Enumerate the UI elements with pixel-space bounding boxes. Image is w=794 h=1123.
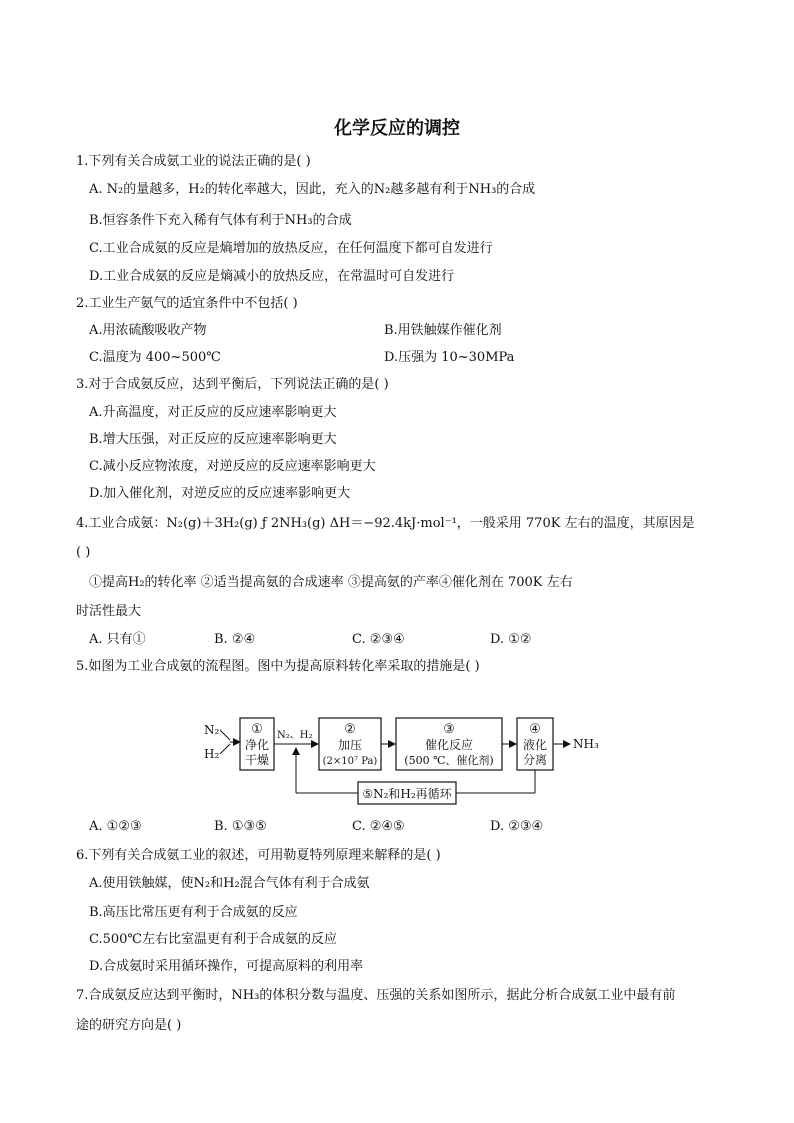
question-3-option-a: A.升高温度，对正反应的反应速率影响更大	[89, 405, 337, 420]
question-4-option-b: B. ②④	[214, 632, 256, 647]
flow-merge-line-h2	[220, 744, 230, 754]
question-4-stem: 4.工业合成氨：N₂(g)＋3H₂(g) ƒ 2NH₃(g) ΔH＝−92.4kJ·mol⁻¹，一般采用 770K 左右的温度，其原因是	[76, 516, 695, 531]
question-5-option-b: B. ①③⑤	[214, 819, 267, 834]
question-6-option-b: B.高压比常压更有利于合成氨的反应	[89, 905, 298, 920]
question-4-reasons: ①提高H₂的转化率 ②适当提高氨的合成速率 ③提高氨的产率④催化剂在 700K 左右	[89, 575, 573, 590]
question-1-stem: 1.下列有关合成氨工业的说法正确的是( )	[76, 154, 311, 169]
flow-box-4-line2: 分离	[522, 753, 548, 767]
question-2-option-b: B.用铁触媒作催化剂	[384, 323, 502, 338]
flow-box-4-line1: 液化	[522, 738, 548, 752]
question-5-stem: 5.如图为工业合成氨的流程图。图中为提高原料转化率采取的措施是( )	[76, 659, 480, 674]
flow-input-n2: N₂	[204, 723, 220, 737]
flow-box-3-line1: 催化反应	[424, 738, 474, 752]
question-3-option-d: D.加入催化剂，对逆反应的反应速率影响更大	[89, 486, 351, 501]
flow-box-4-number: ④	[529, 722, 541, 737]
question-1-option-d: D.工业合成氨的反应是熵减小的放热反应，在常温时可自发进行	[89, 269, 455, 284]
question-3-stem: 3.对于合成氨反应，达到平衡后，下列说法正确的是( )	[76, 377, 389, 392]
question-7-stem: 7.合成氨反应达到平衡时，NH₃的体积分数与温度、压强的关系如图所示，据此分析合成氨工业中最有前	[76, 988, 676, 1003]
question-2-stem: 2.工业生产氨气的适宜条件中不包括( )	[76, 296, 298, 311]
flow-merge-line-n2	[220, 730, 230, 740]
question-5-option-a: A. ①②③	[89, 819, 142, 834]
question-5-option-d: D. ②③④	[490, 819, 544, 834]
question-5-option-c: C. ②④⑤	[352, 819, 405, 834]
question-6-option-d: D.合成氨时采用循环操作，可提高原料的利用率	[89, 959, 364, 974]
question-4-option-a: A. 只有①	[89, 632, 146, 647]
question-4-option-c: C. ②③④	[352, 632, 405, 647]
question-2-option-d: D.压强为 10~30MPa	[384, 350, 515, 365]
flow-box-3-number: ③	[443, 722, 455, 737]
question-3-option-c: C.减小反应物浓度，对逆反应的反应速率影响更大	[89, 459, 376, 474]
flow-input-h2: H₂	[204, 747, 220, 761]
flow-box-3-line2: (500 ℃、催化剂)	[404, 754, 494, 767]
flow-box-2-number: ②	[344, 722, 356, 737]
question-4-stem-cont: ( )	[76, 545, 91, 560]
question-4-reasons-cont: 时活性最大	[76, 604, 142, 619]
question-4-option-d: D. ①②	[490, 632, 532, 647]
question-6-option-a: A.使用铁触媒，使N₂和H₂混合气体有利于合成氨	[89, 876, 370, 891]
question-3-option-b: B.增大压强，对正反应的反应速率影响更大	[89, 432, 337, 447]
question-2-option-a: A.用浓硫酸吸收产物	[89, 323, 207, 338]
question-7-stem-cont: 途的研究方向是( )	[76, 1018, 182, 1033]
flow-recycle-label: ⑤N₂和H₂再循环	[362, 787, 452, 801]
flow-mid-label: N₂、H₂	[277, 730, 313, 741]
question-6-option-c: C.500℃左右比室温更有利于合成氨的反应	[89, 932, 337, 947]
question-1-option-c: C.工业合成氨的反应是熵增加的放热反应，在任何温度下都可自发进行	[89, 241, 493, 256]
question-1-option-b: B.恒容条件下充入稀有气体有利于NH₃的合成	[89, 213, 352, 228]
flow-box-2-line2: (2×10⁷ Pa)	[322, 756, 378, 767]
flow-box-1-line2: 干燥	[244, 753, 270, 767]
question-6-stem: 6.下列有关合成氨工业的叙述，可用勒夏特列原理来解释的是( )	[76, 848, 441, 863]
ammonia-process-flowchart	[196, 710, 616, 810]
page-title: 化学反应的调控	[334, 118, 460, 139]
flow-box-2-line1: 加压	[337, 738, 363, 752]
flow-output: NH₃	[573, 737, 599, 751]
flow-box-1-number: ①	[251, 722, 263, 737]
flow-box-1-line1: 净化	[244, 738, 270, 752]
question-1-option-a: A. N₂的量越多，H₂的转化率越大，因此，充入的N₂越多越有利于NH₃的合成	[89, 182, 536, 197]
question-2-option-c: C.温度为 400~500℃	[89, 350, 221, 365]
